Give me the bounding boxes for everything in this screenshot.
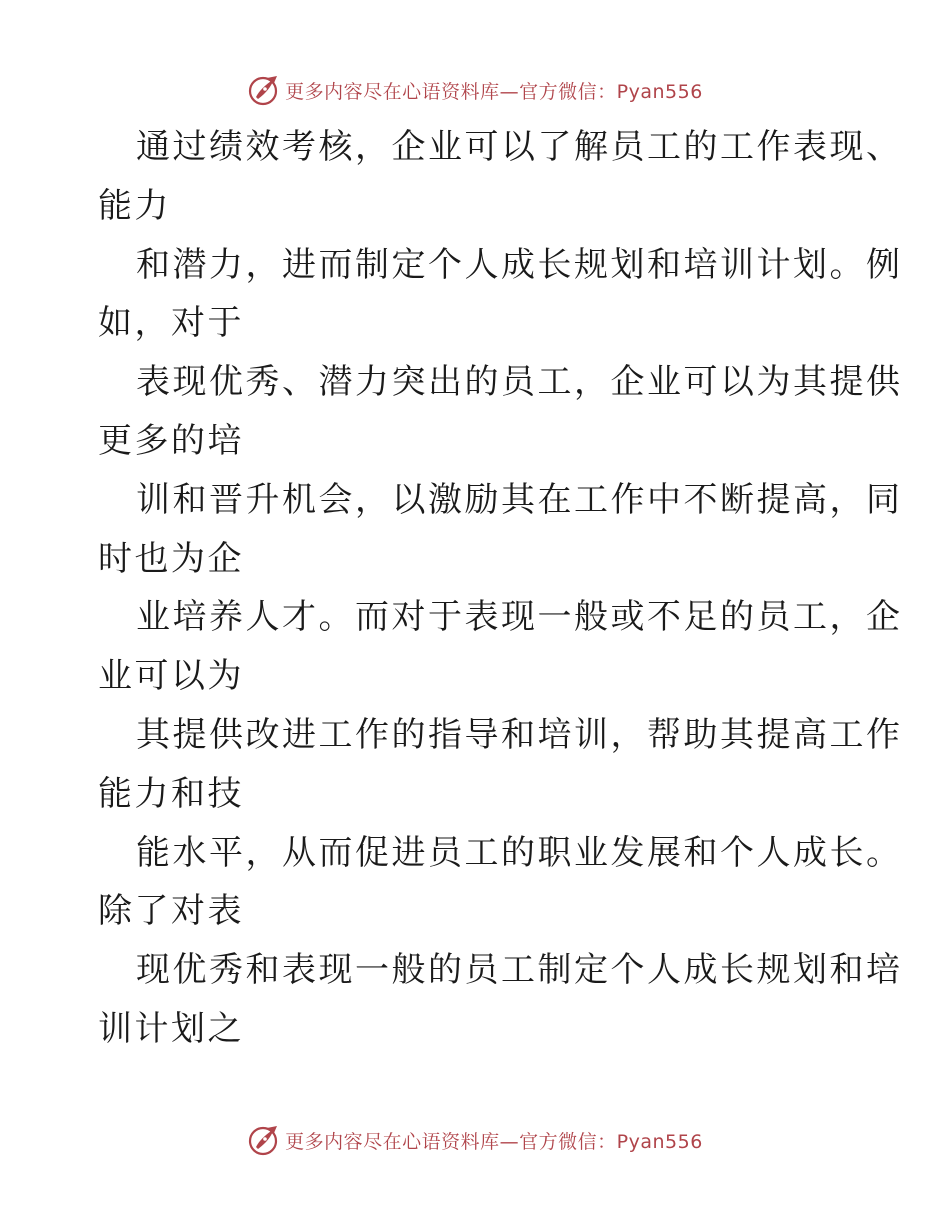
text-line: 业培养人才。而对于表现一般或不足的员工，企 (136, 597, 903, 638)
text-line: 训计划之 (98, 1008, 244, 1049)
pen-nib-logo-icon (247, 1123, 281, 1157)
text-line: 训和晋升机会，以激励其在工作中不断提高，同 (136, 479, 903, 520)
text-line: 时也为企 (98, 538, 244, 579)
text-line: 现优秀和表现一般的员工制定个人成长规划和培 (136, 950, 903, 991)
header-banner (0, 70, 950, 110)
text-line: 能力和技 (98, 773, 244, 814)
text-line: 通过绩效考核，企业可以了解员工的工作表现、 (136, 127, 903, 167)
footer-banner (0, 1120, 950, 1160)
text-line: 和潜力，进而制定个人成长规划和培训计划。例 (136, 244, 903, 285)
text-line: 业可以为 (98, 656, 244, 697)
text-line: 能水平，从而促进员工的职业发展和个人成长。 (136, 832, 903, 873)
text-line: 除了对表 (98, 891, 244, 932)
header-banner-text: 更多内容尽在心语资料库—官方微信：Pyan556 (285, 80, 703, 103)
text-line: 表现优秀、潜力突出的员工，企业可以为其提供 (136, 362, 903, 403)
document-body (98, 118, 903, 1059)
text-line: 如，对于 (98, 303, 244, 344)
footer-banner-text: 更多内容尽在心语资料库—官方微信：Pyan556 (285, 1130, 703, 1153)
text-line: 其提供改进工作的指导和培训，帮助其提高工作 (136, 714, 903, 755)
pen-nib-logo-icon (247, 73, 281, 107)
text-line: 更多的培 (98, 420, 244, 461)
text-line: 能力 (98, 185, 171, 226)
